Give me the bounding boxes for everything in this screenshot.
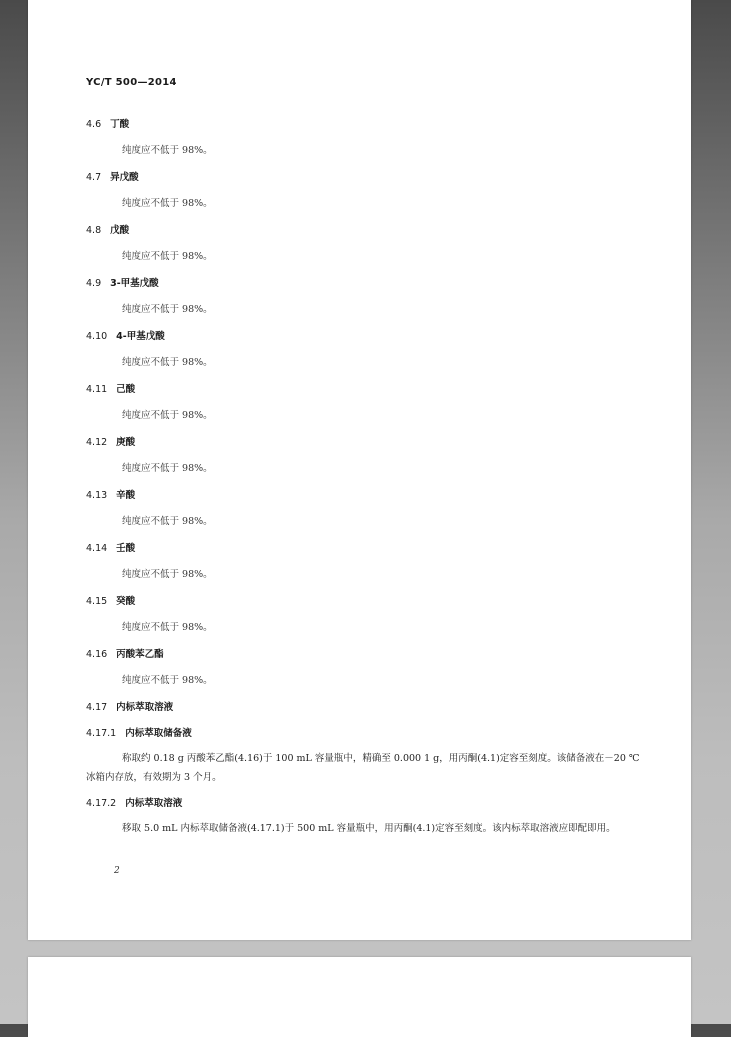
clause-text: 纯度应不低于 98%。 — [122, 304, 213, 315]
clause-heading — [86, 330, 646, 344]
clause-heading — [86, 436, 646, 450]
clause-text: 纯度应不低于 98%。 — [122, 675, 213, 686]
clause-text: 纯度应不低于 98%。 — [122, 463, 213, 474]
clause-number: 4.14 — [86, 543, 108, 554]
section-title: 内标萃取溶液 — [116, 702, 174, 713]
list-item — [86, 436, 646, 476]
clause-text: 纯度应不低于 98%。 — [122, 516, 213, 527]
clause-heading — [86, 118, 646, 132]
clause-number: 4.15 — [86, 596, 108, 607]
list-item — [86, 330, 646, 370]
clause-title: 庚酸 — [116, 437, 136, 448]
clause-heading — [86, 224, 646, 238]
list-item — [86, 595, 646, 635]
clause-title: 3-甲基戊酸 — [110, 278, 159, 289]
subsection-title: 内标萃取储备液 — [125, 728, 192, 739]
subsection-paragraph: 称取约 0.18 g 丙酸苯乙酯(4.16)于 100 mL 容量瓶中，精确至 0.000 1 g，用丙酮(4.1)定容至刻度。该储备液在－20 ℃冰箱内存放，有效期为 3 个月。 — [86, 753, 640, 783]
clause-number: 4.11 — [86, 384, 108, 395]
clause-title: 己酸 — [116, 384, 136, 395]
clause-title: 壬酸 — [116, 543, 136, 554]
clause-number: 4.16 — [86, 649, 108, 660]
clause-text: 纯度应不低于 98%。 — [122, 145, 213, 156]
clause-heading — [86, 648, 646, 662]
list-item — [86, 118, 646, 158]
clause-title: 异戊酸 — [110, 172, 139, 183]
clause-number: 4.13 — [86, 490, 108, 501]
list-item — [86, 277, 646, 317]
clause-title: 4-甲基戊酸 — [116, 331, 165, 342]
subsection-heading — [86, 727, 646, 741]
clause-title: 戊酸 — [110, 225, 130, 236]
clause-heading — [86, 542, 646, 556]
section-number: 4.17 — [86, 702, 108, 713]
list-item — [86, 383, 646, 423]
clause-heading — [86, 489, 646, 503]
clause-title: 辛酸 — [116, 490, 136, 501]
clause-text: 纯度应不低于 98%。 — [122, 622, 213, 633]
next-document-page — [28, 957, 691, 1037]
list-item — [86, 224, 646, 264]
clause-text: 纯度应不低于 98%。 — [122, 251, 213, 262]
clause-heading — [86, 277, 646, 291]
subsection-heading — [86, 797, 646, 811]
subsection-paragraph: 移取 5.0 mL 内标萃取储备液(4.17.1)于 500 mL 容量瓶中，用丙酮(4.1)定容至刻度。该内标萃取溶液应即配即用。 — [122, 823, 616, 834]
clause-heading — [86, 383, 646, 397]
clause-text: 纯度应不低于 98%。 — [122, 410, 213, 421]
list-item — [86, 489, 646, 529]
clause-number: 4.6 — [86, 119, 102, 130]
clause-number: 4.7 — [86, 172, 102, 183]
clause-text: 纯度应不低于 98%。 — [122, 569, 213, 580]
clause-heading — [86, 171, 646, 185]
clause-title: 癸酸 — [116, 596, 136, 607]
clause-title: 丁酸 — [110, 119, 130, 130]
list-item — [86, 171, 646, 211]
clause-number: 4.12 — [86, 437, 108, 448]
clause-number: 4.10 — [86, 331, 108, 342]
subsection-number: 4.17.2 — [86, 798, 117, 809]
clause-title: 丙酸苯乙酯 — [116, 649, 164, 660]
clause-heading — [86, 595, 646, 609]
page-number: 2 — [114, 866, 120, 876]
standard-number-header: YC/T 500—2014 — [86, 77, 177, 88]
clause-number: 4.9 — [86, 278, 102, 289]
list-item — [86, 542, 646, 582]
section-heading — [86, 701, 646, 715]
subsection — [86, 727, 646, 787]
clause-text: 纯度应不低于 98%。 — [122, 357, 213, 368]
clause-number: 4.8 — [86, 225, 102, 236]
clause-text: 纯度应不低于 98%。 — [122, 198, 213, 209]
document-page — [28, 0, 691, 940]
list-item — [86, 648, 646, 688]
subsection-number: 4.17.1 — [86, 728, 117, 739]
document-content — [86, 118, 646, 848]
subsection-title: 内标萃取溶液 — [125, 798, 183, 809]
subsection — [86, 797, 646, 838]
